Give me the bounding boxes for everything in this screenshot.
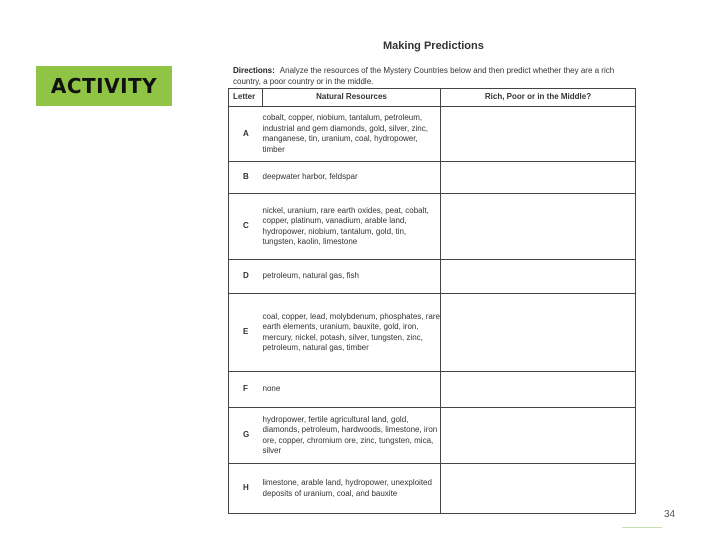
row-resources: deepwater harbor, feldspar	[263, 162, 441, 194]
row-letter: B	[229, 162, 263, 194]
table-row	[229, 294, 636, 372]
prediction-cell[interactable]	[441, 294, 636, 372]
row-letter: F	[229, 372, 263, 408]
row-letter: D	[229, 260, 263, 294]
table-row	[229, 464, 636, 514]
table-row	[229, 408, 636, 464]
row-resources: petroleum, natural gas, fish	[263, 260, 441, 294]
column-header-letter: Letter	[229, 89, 263, 107]
table-row	[229, 194, 636, 260]
corner-decoration	[622, 527, 662, 528]
prediction-cell[interactable]	[441, 194, 636, 260]
row-letter: H	[229, 464, 263, 514]
prediction-cell[interactable]	[441, 464, 636, 514]
table-header-row	[229, 89, 636, 107]
row-letter: A	[229, 107, 263, 162]
row-resources: none	[263, 372, 441, 408]
directions	[233, 65, 643, 87]
page-number: 34	[664, 509, 676, 520]
prediction-cell[interactable]	[441, 408, 636, 464]
row-letter: G	[229, 408, 263, 464]
worksheet-title: Making Predictions	[383, 40, 484, 52]
column-header-resources: Natural Resources	[263, 89, 441, 107]
prediction-cell[interactable]	[441, 260, 636, 294]
row-resources: limestone, arable land, hydropower, unexploited deposits of uranium, coal, and bauxite	[263, 464, 441, 514]
table-row	[229, 107, 636, 162]
row-letter: C	[229, 194, 263, 260]
prediction-cell[interactable]	[441, 107, 636, 162]
column-header-prediction: Rich, Poor or in the Middle?	[441, 89, 636, 107]
activity-badge	[36, 66, 172, 106]
row-resources: nickel, uranium, rare earth oxides, peat, cobalt, copper, platinum, vanadium, arable land, hydropower, niobium, tantalum, gold, tin, tungsten, kaolin, limestone	[263, 194, 441, 260]
row-resources: hydropower, fertile agricultural land, gold, diamonds, petroleum, hardwoods, limestone, iron ore, copper, chromium ore, zinc, tungsten, mica, silver	[263, 408, 441, 464]
table-row	[229, 162, 636, 194]
row-resources: cobalt, copper, niobium, tantalum, petroleum, industrial and gem diamonds, gold, silver, zinc, manganese, tin, uranium, coal, hydropower, timber	[263, 107, 441, 162]
row-letter: E	[229, 294, 263, 372]
resources-table	[228, 88, 636, 514]
table-row	[229, 372, 636, 408]
activity-label: ACTIVITY	[50, 74, 158, 98]
prediction-cell[interactable]	[441, 372, 636, 408]
row-resources: coal, copper, lead, molybdenum, phosphates, rare earth elements, uranium, bauxite, gold, iron, mercury, nickel, potash, silver, tungsten, zinc, petroleum, natural gas, timber	[263, 294, 441, 372]
table-row	[229, 260, 636, 294]
directions-text: Analyze the resources of the Mystery Countries below and then predict whether they are a rich country, a poor country or in the middle.	[233, 66, 615, 86]
directions-label: Directions:	[233, 66, 275, 75]
prediction-cell[interactable]	[441, 162, 636, 194]
